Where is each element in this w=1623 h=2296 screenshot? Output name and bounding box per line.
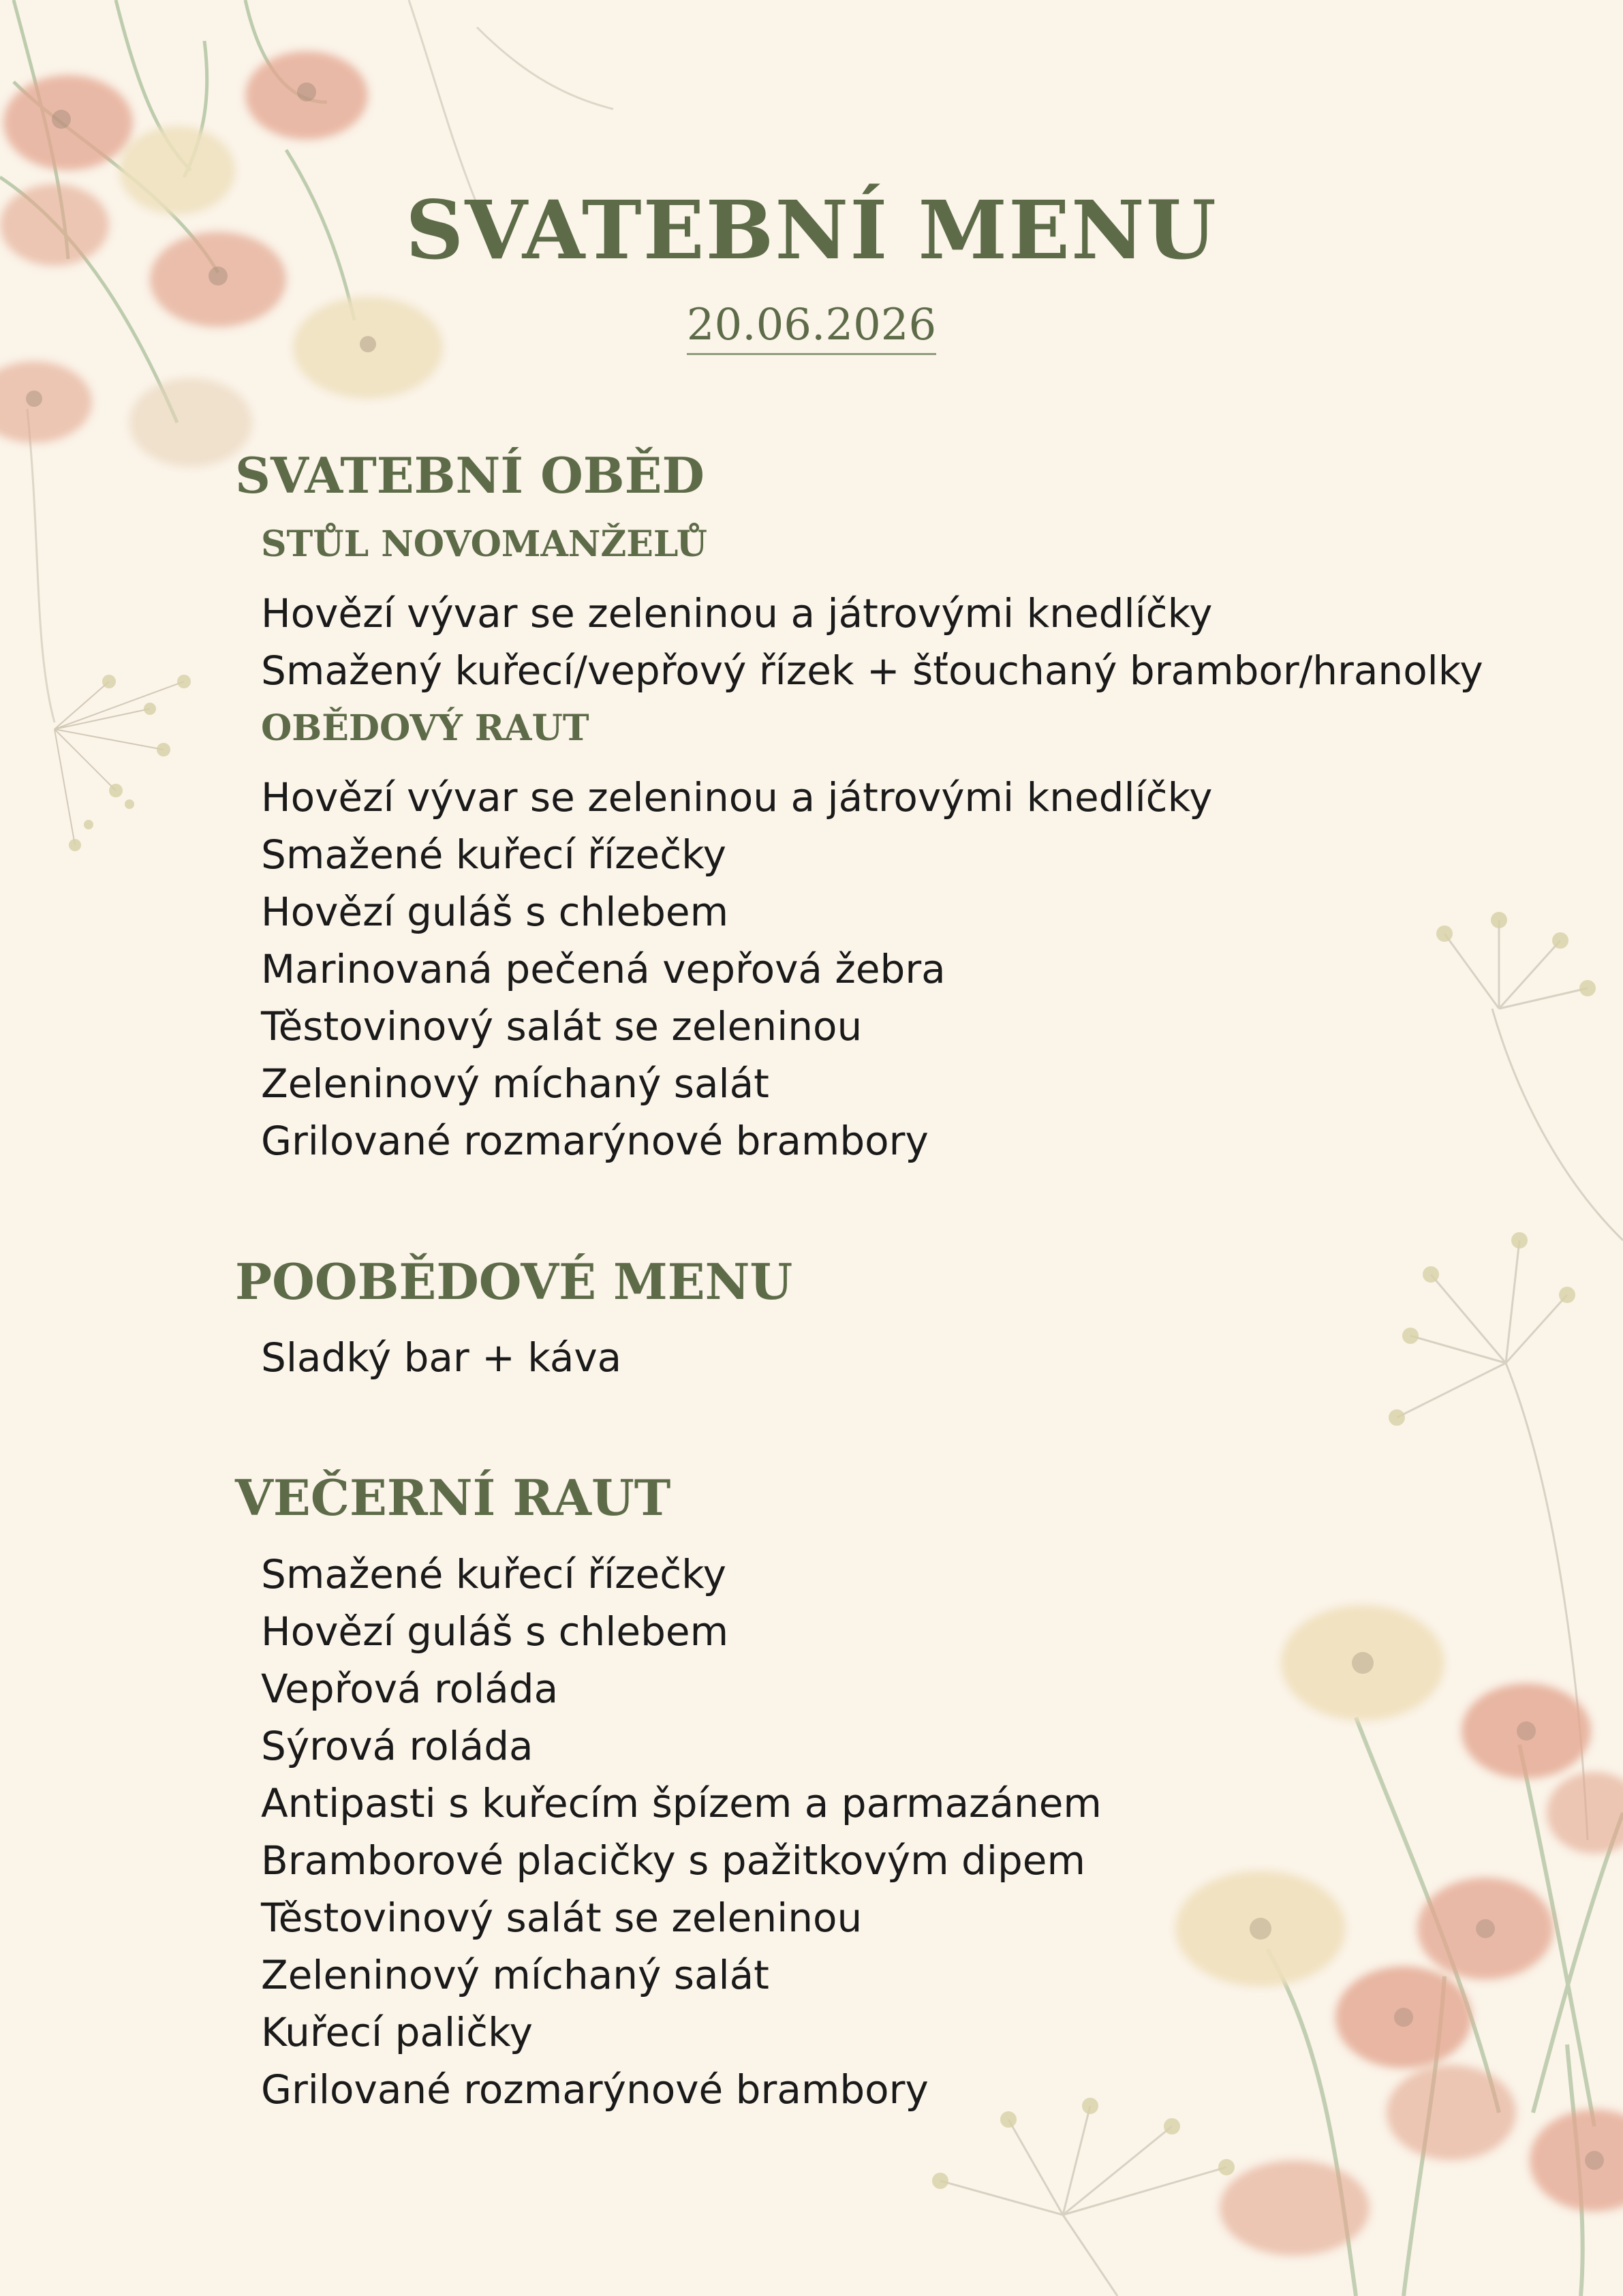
wedding-date [0,300,1623,355]
menu-item: Kuřecí paličky [261,2009,533,2055]
menu-item: Hovězí vývar se zeleninou a játrovými knedlíčky [261,590,1213,637]
menu-list-vecerni-raut [261,1546,1102,2118]
menu-item: Grilované rozmarýnové brambory [261,2066,929,2113]
menu-item: Antipasti s kuřecím špízem a parmazánem [261,1780,1102,1826]
menu-item: Hovězí vývar se zeleninou a játrovými knedlíčky [261,774,1213,821]
menu-item: Marinovaná pečená vepřová žebra [261,946,946,992]
subsection-title-stul-novomanzelu: STŮL NOVOMANŽELŮ [261,523,708,565]
section-title-poobedove-menu: POOBĚDOVÉ MENU [235,1253,793,1311]
menu-item: Hovězí guláš s chlebem [261,889,729,935]
menu-item: Smažené kuřecí řízečky [261,831,726,878]
wedding-date-text: 20.06.2026 [687,300,936,355]
menu-item: Těstovinový salát se zeleninou [261,1895,863,1941]
menu-item: Smažený kuřecí/vepřový řízek + šťouchaný brambor/hranolky [261,647,1483,694]
menu-item: Těstovinový salát se zeleninou [261,1003,863,1050]
menu-item: Hovězí guláš s chlebem [261,1608,729,1655]
menu-item: Vepřová roláda [261,1666,559,1712]
menu-item: Bramborové placičky s pažitkovým dipem [261,1837,1085,1884]
menu-title: SVATEBNÍ MENU [405,183,1218,277]
section-title-vecerni-raut: VEČERNÍ RAUT [235,1469,671,1527]
subsection-title-obedovy-raut: OBĚDOVÝ RAUT [261,707,589,749]
menu-list-poobedove-menu [261,1329,621,1386]
section-title-svatebni-obed: SVATEBNÍ OBĚD [235,446,705,504]
menu-list-obedovy-raut [261,769,1212,1169]
menu-list-stul-novomanzelu [261,585,1483,699]
menu-item: Zeleninový míchaný salát [261,1952,769,1998]
menu-item: Sladký bar + káva [261,1334,622,1381]
menu-item: Grilované rozmarýnové brambory [261,1118,929,1164]
menu-item: Zeleninový míchaný salát [261,1060,769,1107]
menu-item: Smažené kuřecí řízečky [261,1551,726,1597]
menu-item: Sýrová roláda [261,1723,534,1769]
